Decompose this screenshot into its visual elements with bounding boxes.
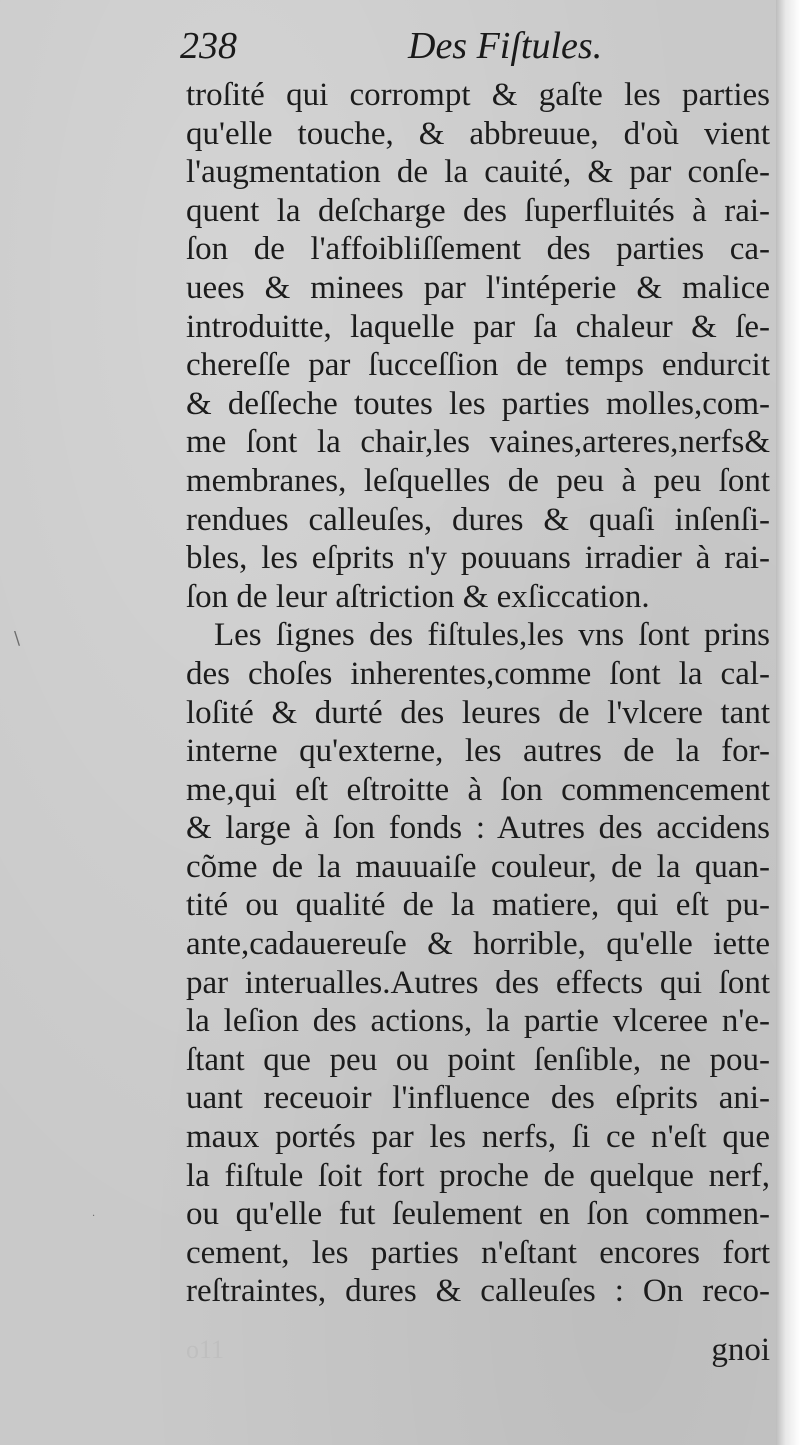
text-line: ſon de leur aſtriction & exſiccation. xyxy=(186,578,650,615)
text-line: maux portés par les nerfs, ſi ce n'eſt que xyxy=(186,1119,770,1156)
catchword: gnoi xyxy=(711,1332,770,1368)
text-line: introduitte, laquelle par ſa chaleur & ſe- xyxy=(186,308,770,345)
bleed-through-text: o11 xyxy=(186,1335,225,1364)
text-line: par interualles.Autres des effects qui ſont xyxy=(186,964,770,1001)
text-line: ou qu'elle fut ſeulement en ſon commen- xyxy=(186,1196,770,1233)
text-line: uant receuoir l'influence des eſprits ani- xyxy=(186,1080,770,1117)
running-header xyxy=(180,20,603,72)
text-line: & large à ſon fonds : Autres des accidens xyxy=(186,810,770,847)
text-line: ſtant que peu ou point ſenſible, ne pou- xyxy=(186,1041,770,1078)
text-line: ante,cadauereuſe & horrible, qu'elle iette xyxy=(186,926,770,963)
text-line: la fiſtule ſoit fort proche de quelque nerf, xyxy=(186,1157,770,1194)
page-edge-shadow xyxy=(776,0,800,1445)
body-text xyxy=(186,76,770,1311)
text-line: rendues calleuſes, dures & quaſi inſenſi- xyxy=(186,501,770,538)
text-line: membranes, leſquelles de peu à peu ſont xyxy=(186,462,770,499)
page-number: 238 xyxy=(180,25,237,67)
text-line: l'augmentation de la cauité, & par conſe- xyxy=(186,154,770,191)
text-line: interne qu'externe, les autres de la for- xyxy=(186,733,770,770)
text-line: qu'elle touche, & abbreuue, d'où vient xyxy=(186,115,770,152)
catchword-row xyxy=(186,1330,770,1370)
text-line: me,qui eſt eſtroitte à ſon commencement xyxy=(186,771,770,808)
paragraph-first-line: Les ſignes des fiſtules,les vns ſont prins xyxy=(214,617,770,654)
text-line: cement, les parties n'eſtant encores fort xyxy=(186,1234,770,1271)
text-line: loſité & durté des leures de l'vlcere tant xyxy=(186,694,770,731)
text-line: la leſion des actions, la partie vlceree n'e- xyxy=(186,1003,770,1040)
text-line: cõme de la mauuaiſe couleur, de la quan- xyxy=(186,848,770,885)
text-line: reſtraintes, dures & calleuſes : On reco- xyxy=(186,1273,770,1310)
running-title: Des Fiſtules. xyxy=(408,25,603,67)
text-line: ſon de l'affoibliſſement des parties ca- xyxy=(186,231,770,268)
text-line: & deſſeche toutes les parties molles,com- xyxy=(186,385,770,422)
text-line: des choſes inherentes,comme ſont la cal- xyxy=(186,655,770,692)
text-line: tité ou qualité de la matiere, qui eſt pu- xyxy=(186,887,770,924)
text-line: me ſont la chair,les vaines,arteres,nerfs& xyxy=(186,424,770,461)
text-line: uees & minees par l'intéperie & malice xyxy=(186,269,770,306)
text-line: quent la deſcharge des ſuperfluités à rai- xyxy=(186,192,770,229)
margin-speck: · xyxy=(92,1211,96,1222)
text-line: chereſſe par ſucceſſion de temps endurcit xyxy=(186,347,770,384)
margin-speck: \ xyxy=(14,628,21,649)
text-line: bles, les eſprits n'y pouuans irradier à rai- xyxy=(186,540,770,577)
text-line: troſité qui corrompt & gaſte les parties xyxy=(186,77,770,113)
